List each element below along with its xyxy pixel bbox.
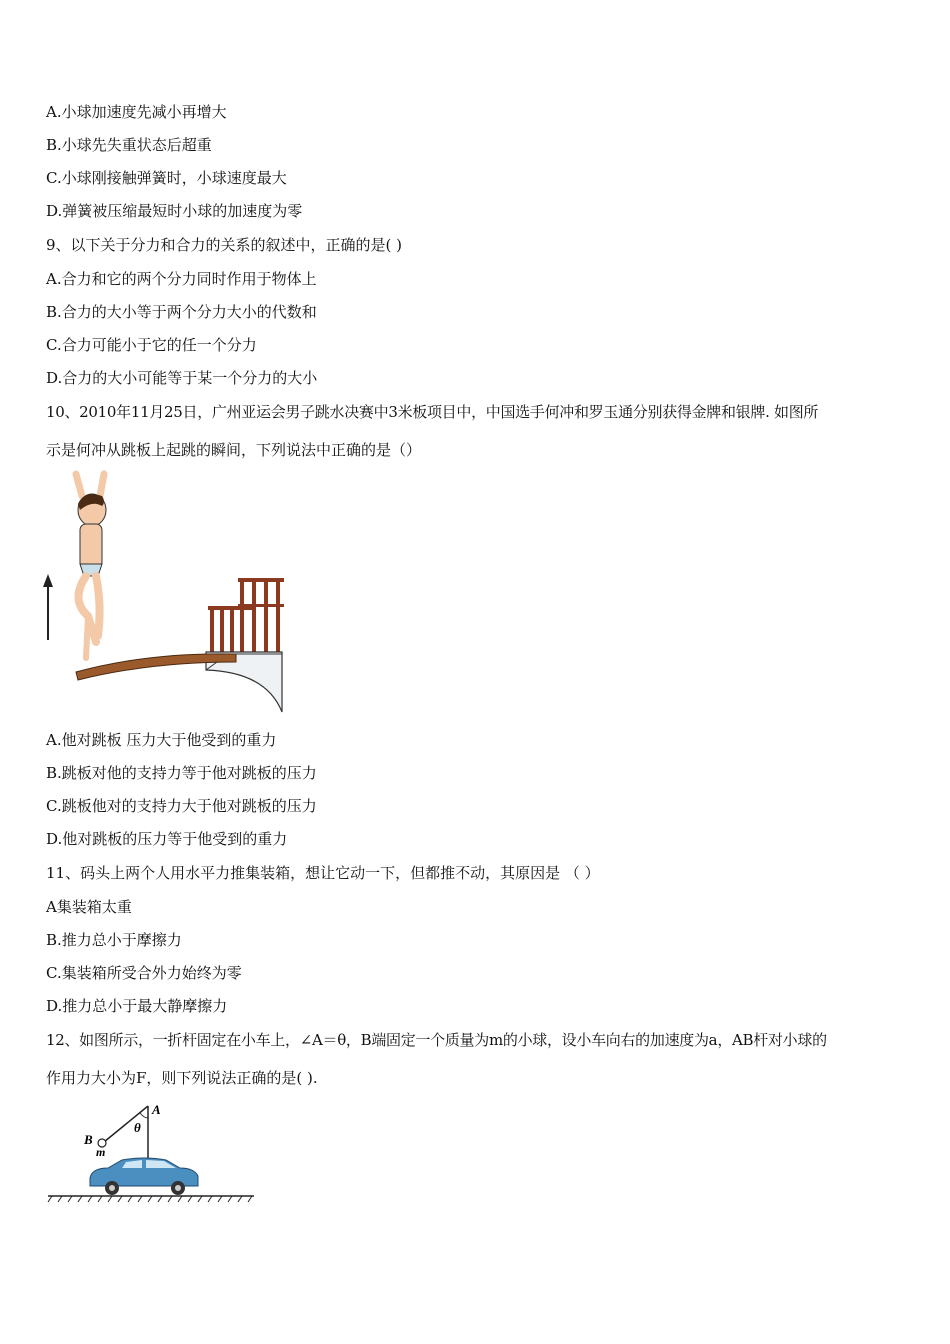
q9-option-d: D.合力的大小可能等于某一个分力的大小 — [46, 369, 318, 387]
railing-icon — [208, 578, 284, 654]
q8-option-b: B.小球先失重状态后超重 — [46, 136, 212, 154]
q9-stem: 9、以下关于分力和合力的关系的叙述中，正确的是( ) — [46, 236, 403, 254]
q11-option-b: B.推力总小于摩擦力 — [46, 931, 182, 949]
label-theta: θ — [134, 1120, 141, 1135]
label-b: B — [84, 1132, 93, 1147]
q8-option-c: C.小球刚接触弹簧时，小球速度最大 — [46, 169, 287, 187]
label-m: m — [96, 1145, 106, 1159]
q10-option-b: B.跳板对他的支持力等于他对跳板的压力 — [46, 764, 317, 782]
q10-stem-line2: 示是何冲从跳板上起跳的瞬间，下列说法中正确的是（） — [46, 441, 422, 459]
q11-option-a: A集装箱太重 — [46, 898, 132, 916]
car-rod-figure — [44, 1098, 264, 1210]
q9-option-c: C.合力可能小于它的任一个分力 — [46, 336, 257, 354]
q11-option-c: C.集装箱所受合外力始终为零 — [46, 964, 242, 982]
q12-stem-line1: 12、如图所示，一折杆固定在小车上，∠A＝θ，B端固定一个质量为m的小球，设小车向右的加速度为a，AB杆对小球的 — [46, 1031, 827, 1049]
diver-icon — [76, 474, 106, 658]
q8-option-d: D.弹簧被压缩最短时小球的加速度为零 — [46, 202, 303, 220]
q12-stem-line2: 作用力大小为F，则下列说法正确的是( ). — [46, 1069, 318, 1087]
q11-option-d: D.推力总小于最大静摩擦力 — [46, 997, 228, 1015]
q10-option-d: D.他对跳板的压力等于他受到的重力 — [46, 830, 288, 848]
q8-option-a: A.小球加速度先减小再增大 — [46, 103, 227, 121]
label-a: A — [152, 1102, 161, 1117]
q9-option-a: A.合力和它的两个分力同时作用于物体上 — [46, 270, 317, 288]
q10-option-c: C.跳板他对的支持力大于他对跳板的压力 — [46, 797, 317, 815]
q10-option-a: A.他对跳板 压力大于他受到的重力 — [46, 731, 277, 749]
q9-option-b: B.合力的大小等于两个分力大小的代数和 — [46, 303, 317, 321]
car-icon — [90, 1158, 198, 1195]
q10-stem-line1: 10、2010年11月25日，广州亚运会男子跳水决赛中3米板项目中，中国选手何冲和罗玉通分别获得金牌和银牌. 如图所 — [46, 403, 819, 421]
q11-stem: 11、码头上两个人用水平力推集装箱，想让它动一下，但都推不动，其原因是 （ ） — [46, 864, 600, 882]
diver-figure — [40, 466, 290, 714]
